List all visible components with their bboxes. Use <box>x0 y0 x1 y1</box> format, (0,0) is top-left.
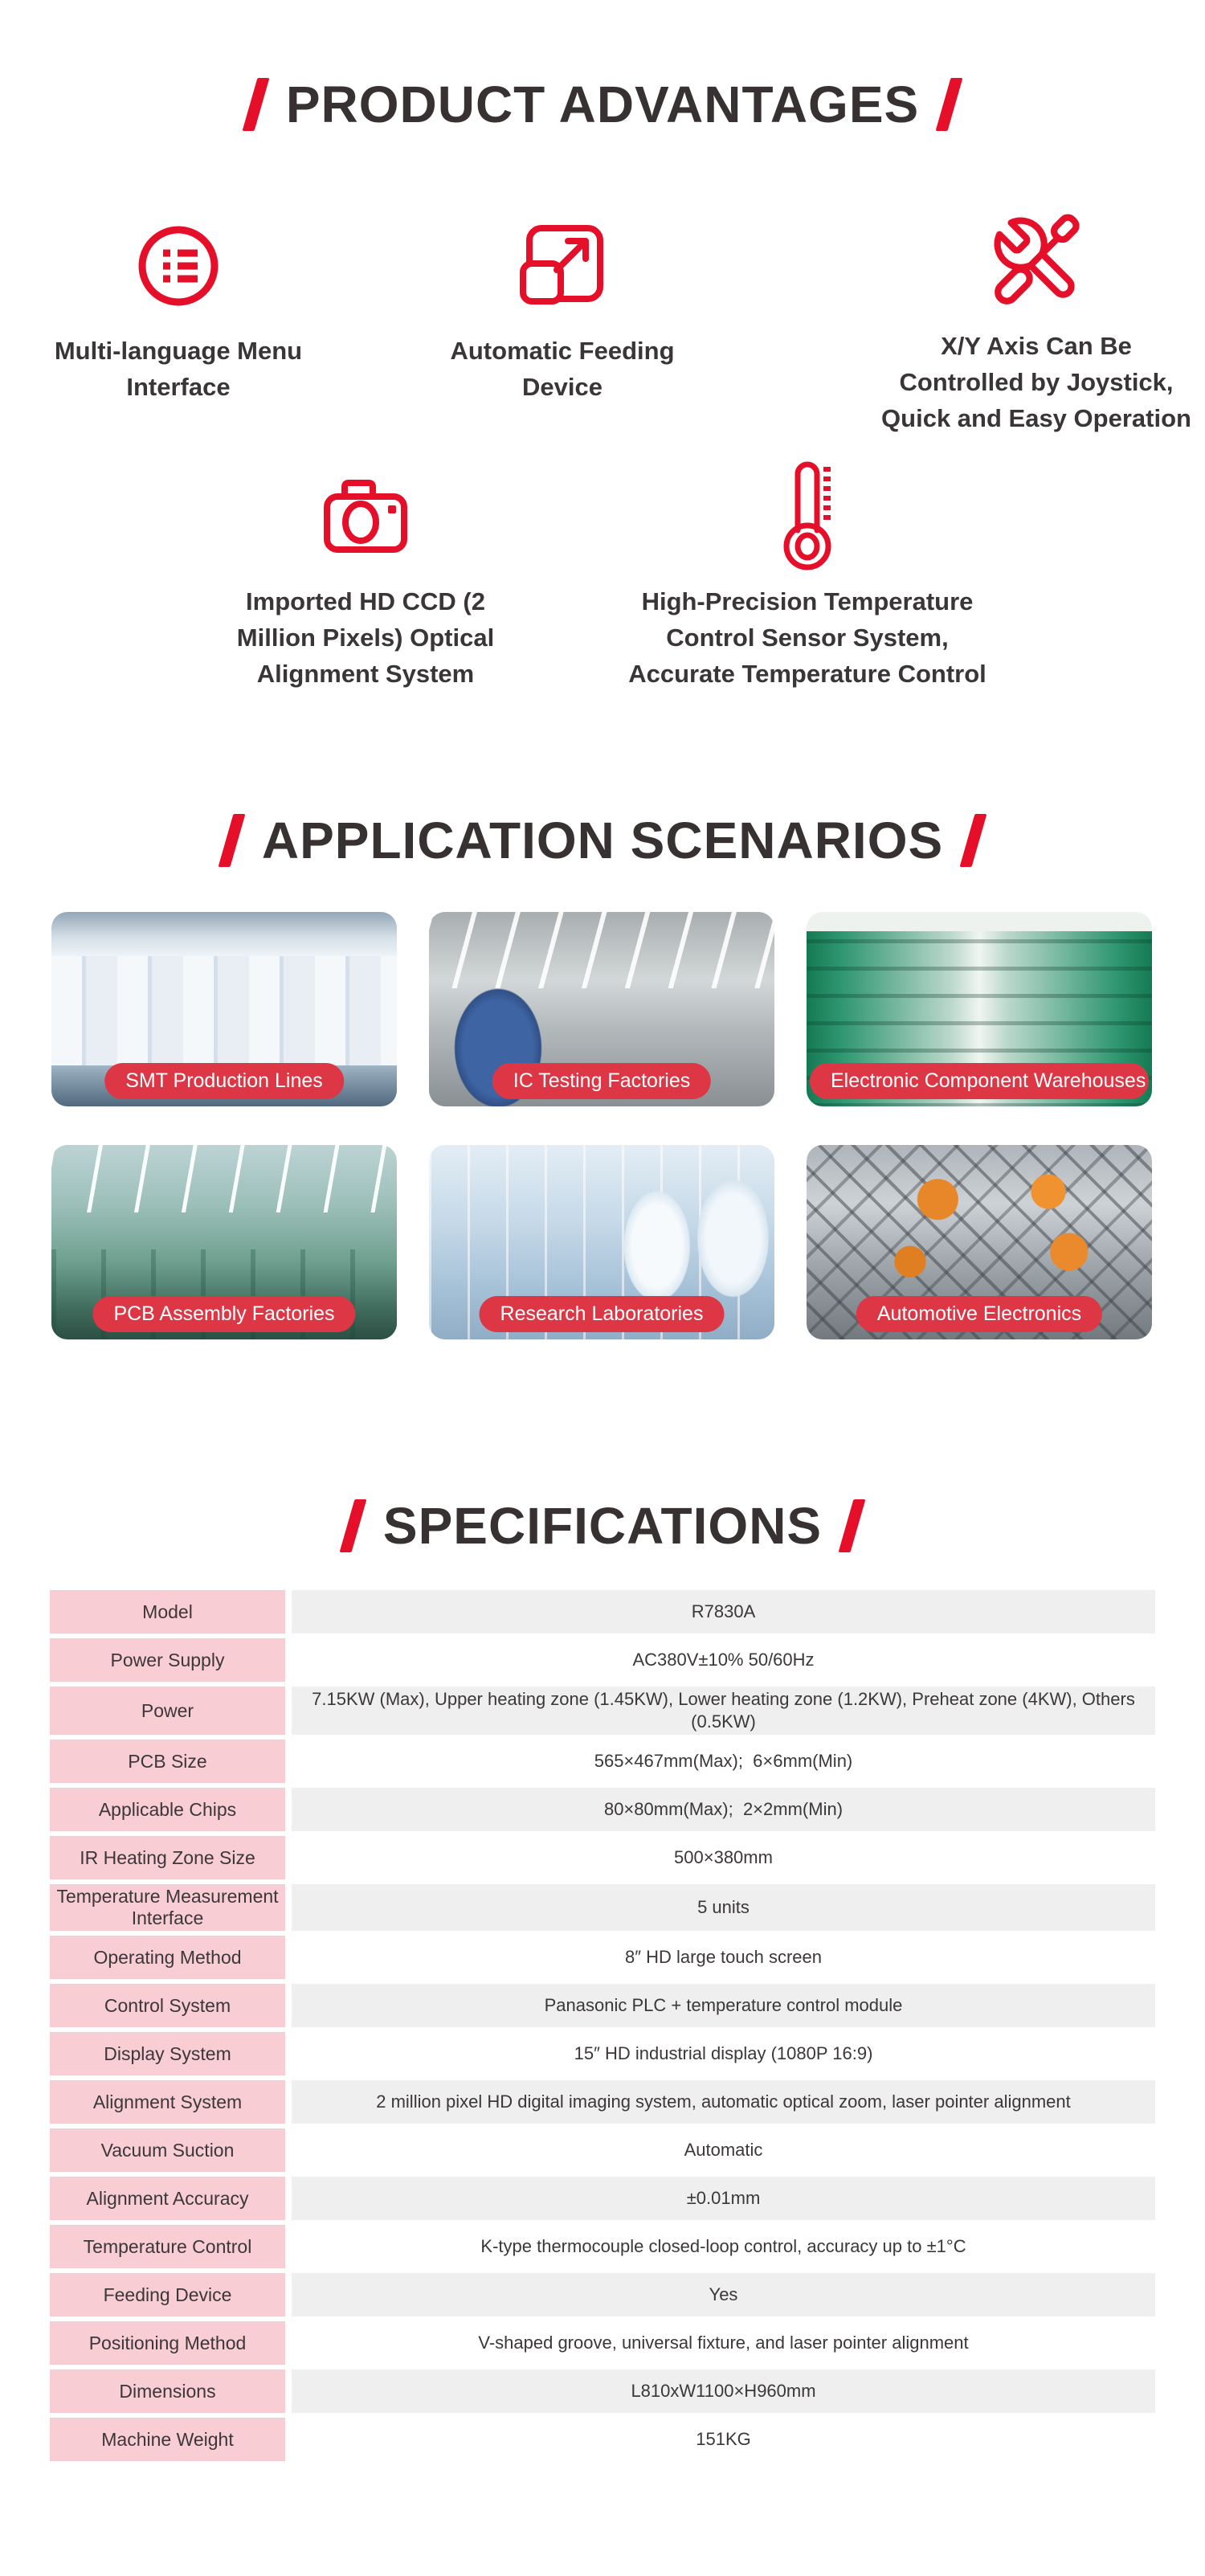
section-title-application-scenarios <box>0 803 1205 877</box>
feature-caption-line: Multi-language Menu <box>54 337 303 365</box>
product-detail-page <box>0 67 1205 2576</box>
spec-row-label: Power <box>50 1687 285 1735</box>
spec-row-label: Alignment Accuracy <box>50 2177 285 2220</box>
spec-row-label: Temperature Control <box>50 2225 285 2268</box>
spec-row-label: Power Supply <box>50 1638 285 1682</box>
spec-row-label: Display System <box>50 2032 285 2075</box>
spec-table-row <box>50 1590 1155 1634</box>
thermometer-icon-box <box>770 456 844 577</box>
spec-table-row <box>50 1836 1155 1879</box>
spec-table-row <box>50 2032 1155 2075</box>
spec-row-value: V-shaped groove, universal fixture, and laser pointer alignment <box>292 2321 1155 2365</box>
spec-row-label: Machine Weight <box>50 2418 285 2461</box>
electronic-component-warehouses-photo <box>807 912 1152 1106</box>
spec-row-value: 5 units <box>292 1884 1155 1931</box>
spec-table-row <box>50 2273 1155 2316</box>
spec-row-value: Automatic <box>292 2128 1155 2172</box>
spec-row-value: AC380V±10% 50/60Hz <box>292 1638 1155 1682</box>
spec-row-value: 15″ HD industrial display (1080P 16:9) <box>292 2032 1155 2075</box>
automotive-electronics-photo <box>807 1145 1152 1339</box>
spec-row-label: Applicable Chips <box>50 1788 285 1831</box>
red-slash-icon <box>936 78 963 131</box>
smt-production-lines-photo <box>51 912 397 1106</box>
spec-table-row <box>50 2370 1155 2413</box>
camera-icon-box <box>317 456 414 577</box>
feature-feeding <box>337 206 787 405</box>
spec-row-label: IR Heating Zone Size <box>50 1836 285 1879</box>
spec-table-row <box>50 1984 1155 2027</box>
scenario-label-pill: PCB Assembly Factories <box>92 1296 355 1332</box>
advantages-section <box>0 141 1205 760</box>
specifications-table <box>50 1590 1155 2461</box>
spec-row-label: PCB Size <box>50 1740 285 1783</box>
spec-row-label: Model <box>50 1590 285 1634</box>
spec-table-row <box>50 2321 1155 2365</box>
spec-table-row <box>50 2080 1155 2124</box>
menu-list-icon-box <box>137 206 220 326</box>
tools-icon-box <box>986 201 1087 321</box>
thermometer-icon <box>770 460 844 574</box>
spec-row-label: Alignment System <box>50 2080 285 2124</box>
scenario-label-pill: SMT Production Lines <box>104 1063 344 1099</box>
feature-caption <box>628 583 986 692</box>
spec-row-label: Dimensions <box>50 2370 285 2413</box>
spec-table-row <box>50 2225 1155 2268</box>
spec-row-value: 151KG <box>292 2418 1155 2461</box>
feature-caption-line: X/Y Axis Can Be <box>941 332 1132 360</box>
feeding-icon <box>517 220 608 312</box>
feature-caption-line: Control Sensor System, <box>666 624 949 652</box>
spec-row-value: R7830A <box>292 1590 1155 1634</box>
spec-row-value: Panasonic PLC + temperature control module <box>292 1984 1155 2027</box>
spec-table-row <box>50 1884 1155 1931</box>
spec-table-row <box>50 1687 1155 1735</box>
spec-table-row <box>50 1740 1155 1783</box>
spec-row-value: K-type thermocouple closed-loop control, accuracy up to ±1°C <box>292 2225 1155 2268</box>
spec-row-label: Temperature Measurement Interface <box>50 1884 285 1931</box>
pcb-assembly-factories-photo <box>51 1145 397 1339</box>
feature-caption-line: Imported HD CCD (2 <box>246 587 485 615</box>
spec-table-row <box>50 1638 1155 1682</box>
feature-caption <box>881 328 1191 436</box>
ic-testing-factories-photo <box>429 912 774 1106</box>
spec-row-value: 7.15KW (Max), Upper heating zone (1.45KW), Lower heating zone (1.2KW), Preheat zone (4KW), Others (0.5KW) <box>292 1687 1155 1735</box>
feature-caption-line: High-Precision Temperature <box>641 587 974 615</box>
red-slash-icon <box>339 1499 366 1552</box>
feature-caption-line: Device <box>522 373 602 401</box>
spec-row-value: 8″ HD large touch screen <box>292 1936 1155 1979</box>
spec-row-label: Vacuum Suction <box>50 2128 285 2172</box>
red-slash-icon <box>218 814 245 867</box>
spec-row-value: Yes <box>292 2273 1155 2316</box>
spec-row-value: 565×467mm(Max); 6×6mm(Min) <box>292 1740 1155 1783</box>
page-title: PRODUCT ADVANTAGES <box>285 76 920 133</box>
feature-caption-line: Accurate Temperature Control <box>628 660 986 688</box>
spec-table-row <box>50 2177 1155 2220</box>
spec-row-label: Feeding Device <box>50 2273 285 2316</box>
feeding-icon-box <box>517 206 608 326</box>
feature-caption <box>237 583 494 692</box>
spec-table-row <box>50 1936 1155 1979</box>
feature-caption-line: Automatic Feeding <box>450 337 675 365</box>
menu-list-icon <box>137 224 220 308</box>
spec-table-row <box>50 2128 1155 2172</box>
feature-caption-line: Controlled by Joystick, <box>899 368 1174 396</box>
section-title: APPLICATION SCENARIOS <box>261 812 944 869</box>
spec-row-value: L810xW1100×H960mm <box>292 2370 1155 2413</box>
feature-tools <box>811 201 1205 436</box>
spec-row-value: 2 million pixel HD digital imaging system, automatic optical zoom, laser pointer alignment <box>292 2080 1155 2124</box>
feature-camera <box>141 456 590 692</box>
camera-icon <box>317 474 414 559</box>
spec-row-label: Control System <box>50 1984 285 2027</box>
spec-row-value: ±0.01mm <box>292 2177 1155 2220</box>
spec-row-label: Positioning Method <box>50 2321 285 2365</box>
red-slash-icon <box>839 1499 866 1552</box>
feature-thermometer <box>582 456 1032 692</box>
scenario-label-pill: Automotive Electronics <box>856 1296 1102 1332</box>
research-laboratories-photo <box>429 1145 774 1339</box>
scenario-label-pill: Electronic Component Warehouses <box>810 1063 1149 1099</box>
feature-caption-line: Quick and Easy Operation <box>881 404 1191 432</box>
scenario-label-pill: Research Laboratories <box>480 1296 725 1332</box>
scenarios-grid <box>51 912 1205 1339</box>
spec-row-value: 80×80mm(Max); 2×2mm(Min) <box>292 1788 1155 1831</box>
section-title: SPECIFICATIONS <box>382 1497 823 1555</box>
red-slash-icon <box>960 814 987 867</box>
feature-caption-line: Interface <box>126 373 231 401</box>
feature-caption <box>55 333 302 405</box>
spec-table-row <box>50 1788 1155 1831</box>
spec-row-value: 500×380mm <box>292 1836 1155 1879</box>
feature-caption-line: Million Pixels) Optical <box>236 624 495 652</box>
spec-row-label: Operating Method <box>50 1936 285 1979</box>
section-title-specifications <box>0 1489 1205 1563</box>
feature-caption-line: Alignment System <box>256 660 475 688</box>
scenario-label-pill: IC Testing Factories <box>492 1063 711 1099</box>
tools-icon <box>986 213 1087 310</box>
section-title-product-advantages <box>0 67 1205 141</box>
spec-table-row <box>50 2418 1155 2461</box>
red-slash-icon <box>242 78 269 131</box>
feature-caption <box>450 333 674 405</box>
